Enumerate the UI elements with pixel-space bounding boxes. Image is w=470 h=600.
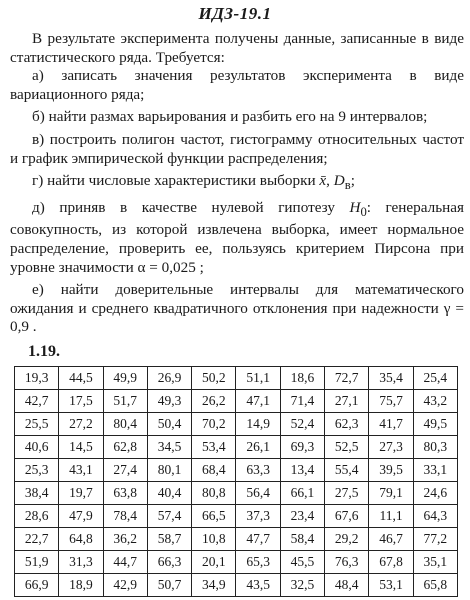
hypothesis-symbol: H	[349, 198, 361, 216]
table-cell: 66,9	[15, 574, 59, 597]
table-cell: 40,6	[15, 436, 59, 459]
table-row	[15, 528, 458, 551]
document-title: ИДЗ-19.1	[198, 4, 272, 23]
table-cell: 70,2	[192, 413, 236, 436]
table-cell: 38,4	[15, 482, 59, 505]
table-cell: 58,7	[147, 528, 191, 551]
table-cell: 77,2	[413, 528, 457, 551]
table-cell: 52,5	[325, 436, 369, 459]
table-cell: 34,5	[147, 436, 191, 459]
table-row	[15, 482, 458, 505]
hypothesis-subscript: 0	[360, 204, 367, 219]
table-cell: 19,7	[59, 482, 103, 505]
table-cell: 35,4	[369, 367, 413, 390]
table-cell: 26,2	[192, 390, 236, 413]
table-cell: 10,8	[192, 528, 236, 551]
table-cell: 69,3	[280, 436, 324, 459]
table-row	[15, 551, 458, 574]
table-cell: 49,9	[103, 367, 147, 390]
table-cell: 28,6	[15, 505, 59, 528]
table-cell: 18,6	[280, 367, 324, 390]
table-cell: 80,8	[192, 482, 236, 505]
table-cell: 75,7	[369, 390, 413, 413]
table-cell: 65,8	[413, 574, 457, 597]
table-cell: 49,5	[413, 413, 457, 436]
table-cell: 20,1	[192, 551, 236, 574]
table-cell: 43,5	[236, 574, 280, 597]
table-cell: 56,4	[236, 482, 280, 505]
table-cell: 58,4	[280, 528, 324, 551]
table-cell: 27,3	[369, 436, 413, 459]
task-d	[10, 199, 464, 277]
table-cell: 40,4	[147, 482, 191, 505]
table-cell: 78,4	[103, 505, 147, 528]
table-cell: 36,2	[103, 528, 147, 551]
table-cell: 27,1	[325, 390, 369, 413]
table-cell: 18,9	[59, 574, 103, 597]
table-cell: 66,1	[280, 482, 324, 505]
table-cell: 66,5	[192, 505, 236, 528]
table-cell: 68,4	[192, 459, 236, 482]
variance-symbol: D	[333, 172, 345, 190]
task-g-end: ;	[350, 172, 355, 190]
table-cell: 52,4	[280, 413, 324, 436]
table-cell: 66,3	[147, 551, 191, 574]
table-cell: 41,7	[369, 413, 413, 436]
table-cell: 14,9	[236, 413, 280, 436]
task-g	[10, 172, 464, 195]
table-cell: 37,3	[236, 505, 280, 528]
table-cell: 32,5	[280, 574, 324, 597]
table-cell: 23,4	[280, 505, 324, 528]
table-cell: 65,3	[236, 551, 280, 574]
task-d-rest: : генеральная совокупность, из которой извлечена выборка, имеет нормальное распределение, проверить ее, пользуясь критерием Пирсона при уровне значимости α = 0,025 ;	[10, 198, 464, 276]
table-cell: 43,2	[413, 390, 457, 413]
table-cell: 46,7	[369, 528, 413, 551]
table-cell: 22,7	[15, 528, 59, 551]
table-cell: 62,8	[103, 436, 147, 459]
variance-subscript: в	[344, 178, 351, 193]
table-cell: 80,4	[103, 413, 147, 436]
table-cell: 67,8	[369, 551, 413, 574]
data-table	[14, 366, 458, 597]
table-cell: 63,3	[236, 459, 280, 482]
table-row	[15, 505, 458, 528]
table-cell: 26,9	[147, 367, 191, 390]
task-d-text: д) приняв в качестве нулевой гипотезу	[32, 198, 335, 216]
table-cell: 62,3	[325, 413, 369, 436]
table-cell: 71,4	[280, 390, 324, 413]
table-cell: 29,2	[325, 528, 369, 551]
table-cell: 57,4	[147, 505, 191, 528]
table-row	[15, 413, 458, 436]
table-cell: 53,1	[369, 574, 413, 597]
table-cell: 25,3	[15, 459, 59, 482]
table-cell: 14,5	[59, 436, 103, 459]
table-cell: 44,7	[103, 551, 147, 574]
table-cell: 43,1	[59, 459, 103, 482]
table-cell: 53,4	[192, 436, 236, 459]
table-cell: 27,5	[325, 482, 369, 505]
table-cell: 47,7	[236, 528, 280, 551]
table-cell: 24,6	[413, 482, 457, 505]
task-v: в) построить полигон частот, гистограмму относительных частот и график эмпирической функции распределения;	[10, 130, 464, 167]
table-cell: 27,2	[59, 413, 103, 436]
table-cell: 51,1	[236, 367, 280, 390]
mean-symbol: x̄	[319, 172, 327, 190]
table-cell: 79,1	[369, 482, 413, 505]
table-cell: 64,8	[59, 528, 103, 551]
variant-number: 1.19.	[28, 343, 60, 360]
table-cell: 25,4	[413, 367, 457, 390]
table-cell: 48,4	[325, 574, 369, 597]
table-row	[15, 367, 458, 390]
table-cell: 55,4	[325, 459, 369, 482]
table-cell: 64,3	[413, 505, 457, 528]
table-cell: 72,7	[325, 367, 369, 390]
table-row	[15, 436, 458, 459]
intro-paragraph: В результате эксперимента получены данные, записанные в виде статистического ряда. Требуется:	[10, 30, 464, 66]
table-cell: 44,5	[59, 367, 103, 390]
table-row	[15, 574, 458, 597]
table-cell: 50,4	[147, 413, 191, 436]
table-cell: 13,4	[280, 459, 324, 482]
table-cell: 50,2	[192, 367, 236, 390]
task-description	[10, 30, 464, 337]
table-cell: 47,9	[59, 505, 103, 528]
table-cell: 63,8	[103, 482, 147, 505]
table-cell: 45,5	[280, 551, 324, 574]
table-cell: 80,1	[147, 459, 191, 482]
task-b: б) найти размах варьирования и разбить его на 9 интервалов;	[32, 108, 428, 126]
table-row	[15, 390, 458, 413]
separator: ,	[326, 172, 334, 190]
task-a: а) записать значения результатов эксперимента в виде вариационного ряда;	[10, 67, 464, 103]
table-cell: 42,9	[103, 574, 147, 597]
table-cell: 50,7	[147, 574, 191, 597]
table-cell: 11,1	[369, 505, 413, 528]
table-cell: 51,7	[103, 390, 147, 413]
task-e: е) найти доверительные интервалы для математического ожидания и среднего квадратичного отклонения при надежности γ = 0,9 .	[10, 281, 464, 336]
table-cell: 67,6	[325, 505, 369, 528]
table-cell: 49,3	[147, 390, 191, 413]
table-cell: 47,1	[236, 390, 280, 413]
table-cell: 26,1	[236, 436, 280, 459]
table-cell: 34,9	[192, 574, 236, 597]
table-cell: 25,5	[15, 413, 59, 436]
table-cell: 42,7	[15, 390, 59, 413]
table-cell: 51,9	[15, 551, 59, 574]
table-cell: 31,3	[59, 551, 103, 574]
table-cell: 27,4	[103, 459, 147, 482]
table-cell: 17,5	[59, 390, 103, 413]
table-cell: 19,3	[15, 367, 59, 390]
table-cell: 33,1	[413, 459, 457, 482]
task-g-text: г) найти числовые характеристики выборки	[32, 172, 316, 190]
table-cell: 39,5	[369, 459, 413, 482]
table-cell: 76,3	[325, 551, 369, 574]
table-cell: 35,1	[413, 551, 457, 574]
table-cell: 80,3	[413, 436, 457, 459]
table-row	[15, 459, 458, 482]
